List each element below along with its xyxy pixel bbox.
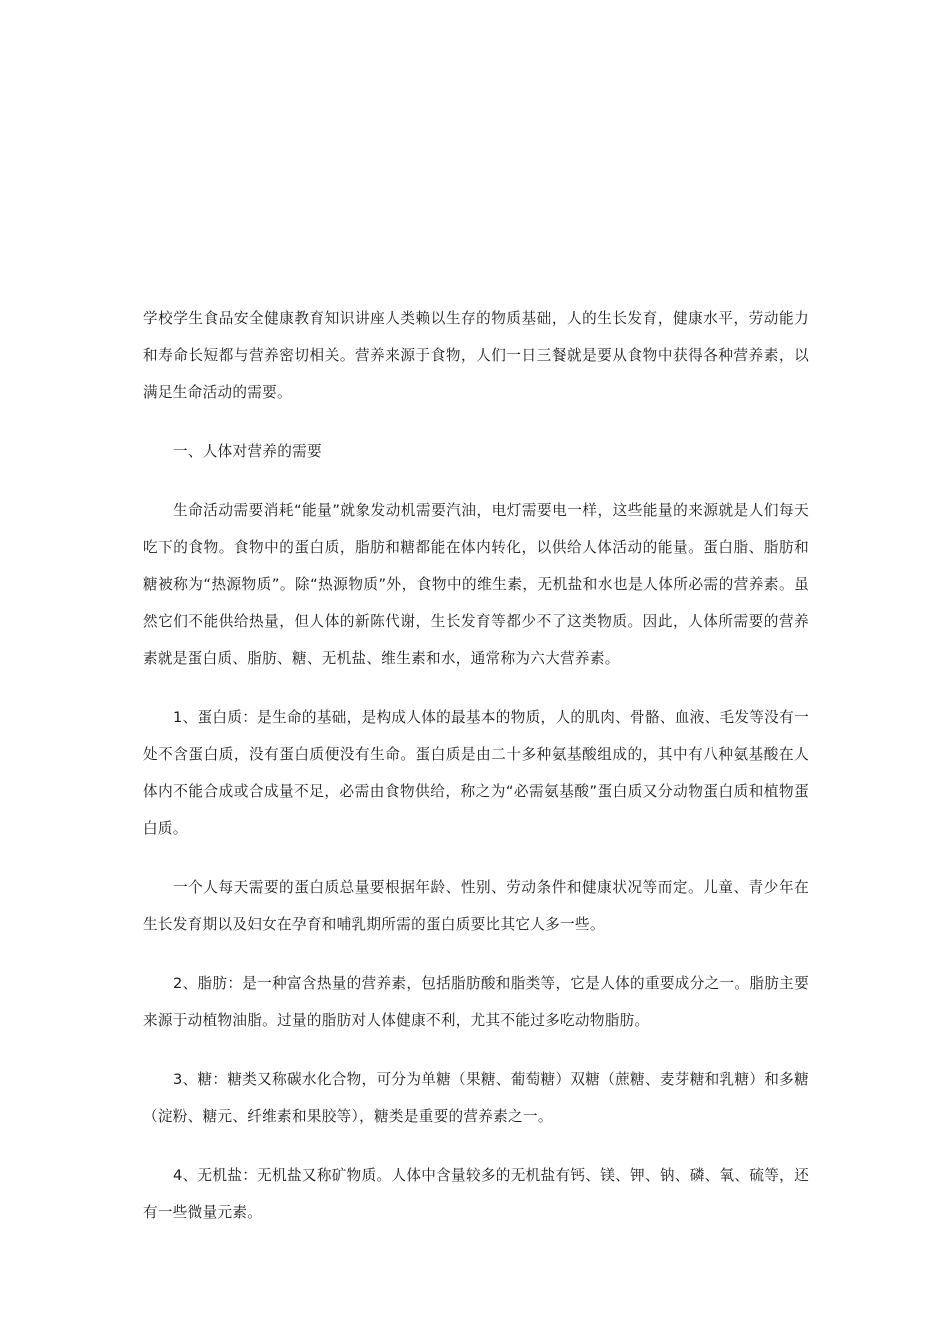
intro-paragraph: 学校学生食品安全健康教育知识讲座人类赖以生存的物质基础，人的生长发育，健康水平，劳动能力和寿命长短都与营养密切相关。营养来源于食物，人们一日三餐就是要从食物中获得各种营养素，以满足生命活动的需要。 <box>143 310 809 401</box>
fat-paragraph: 2、脂肪：是一种富含热量的营养素，包括脂肪酸和脂类等，它是人体的重要成分之一。脂肪主要来源于动植物油脂。过量的脂肪对人体健康不利，尤其不能过多吃动物脂肪。 <box>143 975 809 1029</box>
protein-daily-paragraph: 一个人每天需要的蛋白质总量要根据年龄、性别、劳动条件和健康状况等而定。儿童、青少年在生长发育期以及妇女在孕育和哺乳期所需的蛋白质要比其它人多一些。 <box>143 879 809 933</box>
paragraph-gap <box>143 847 809 869</box>
energy-paragraph: 生命活动需要消耗“能量”就象发动机需要汽油，电灯需要电一样，这些能量的来源就是人们每天吃下的食物。食物中的蛋白质，脂肪和糖都能在体内转化，以供给人体活动的能量。蛋白脂、脂肪和糖被称为“热源物质”。除“热源物质”外，食物中的维生素，无机盐和水也是人体所必需的营养素。虽然它们不能供给热量，但人体的新陈代谢，生长发育等都少不了这类物质。因此，人体所需要的营养素就是蛋白质、脂肪、糖、无机盐、维生素和水，通常称为六大营养素。 <box>143 502 809 667</box>
paragraph-gap <box>143 1039 809 1061</box>
minerals-paragraph: 4、无机盐：无机盐又称矿物质。人体中含量较多的无机盐有钙、镁、钾、钠、磷、氧、硫等，还有一些微量元素。 <box>143 1167 809 1221</box>
paragraph-gap <box>143 1135 809 1157</box>
paragraph-gap <box>143 470 809 492</box>
paragraph-gap <box>143 677 809 699</box>
paragraph-gap <box>143 943 809 965</box>
paragraph-gap <box>143 411 809 433</box>
sugar-paragraph: 3、糖：糖类又称碳水化合物，可分为单糖（果糖、葡萄糖）双糖（蔗糖、麦芽糖和乳糖）和多糖（淀粉、糖元、纤维素和果胶等），糖类是重要的营养素之一。 <box>143 1071 809 1125</box>
document-body <box>143 300 809 1231</box>
section-heading: 一、人体对营养的需要 <box>173 443 322 460</box>
protein-paragraph: 1、蛋白质：是生命的基础，是构成人体的最基本的物质，人的肌肉、骨骼、血液、毛发等没有一处不含蛋白质，没有蛋白质便没有生命。蛋白质是由二十多种氨基酸组成的，其中有八种氨基酸在人体内不能合成或合成量不足，必需由食物供给，称之为“必需氨基酸”蛋白质又分动物蛋白质和植物蛋白质。 <box>143 709 809 837</box>
